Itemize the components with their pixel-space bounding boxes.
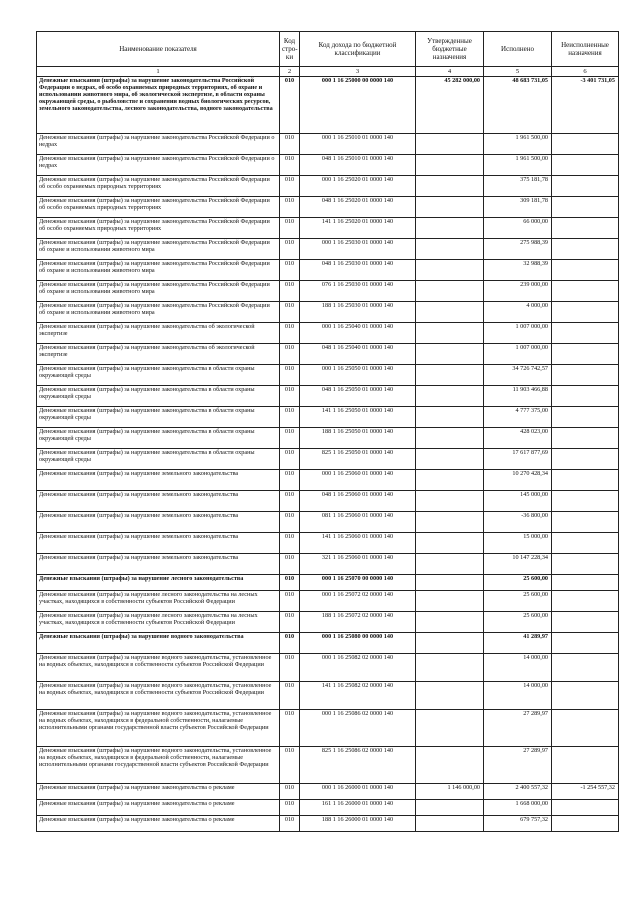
line-code-cell: 010 bbox=[280, 512, 300, 533]
income-code-cell: 048 1 16 25060 01 0000 140 bbox=[300, 491, 416, 512]
approved-amount-cell bbox=[416, 747, 484, 784]
indicator-name-cell: Денежные взыскания (штрафы) за нарушение земельного законодательства bbox=[37, 470, 280, 491]
unexecuted-amount-cell bbox=[552, 470, 619, 491]
approved-amount-cell bbox=[416, 260, 484, 281]
unexecuted-amount-cell bbox=[552, 281, 619, 302]
income-code-cell: 000 1 16 25080 00 0000 140 bbox=[300, 633, 416, 654]
indicator-name-cell: Денежные взыскания (штрафы) за нарушение законодательства в области охраны окружающей среды bbox=[37, 428, 280, 449]
table-row bbox=[37, 533, 619, 554]
income-code-cell: 825 1 16 25086 02 0000 140 bbox=[300, 747, 416, 784]
table-row bbox=[37, 470, 619, 491]
indicator-name-cell: Денежные взыскания (штрафы) за нарушение водного законодательства bbox=[37, 633, 280, 654]
line-code-cell: 010 bbox=[280, 77, 300, 134]
income-code-cell: 000 1 16 25000 00 0000 140 bbox=[300, 77, 416, 134]
executed-amount-cell: 10 270 428,34 bbox=[484, 470, 552, 491]
approved-amount-cell bbox=[416, 344, 484, 365]
indicator-name-cell: Денежные взыскания (штрафы) за нарушение водного законодательства, установленное на водных объектах, находящихся в федеральной собственности, налагаемые исполнительными органами государственной власти субъектов Российской Федерации bbox=[37, 747, 280, 784]
indicator-name-cell: Денежные взыскания (штрафы) за нарушение земельного законодательства bbox=[37, 533, 280, 554]
table-row bbox=[37, 554, 619, 575]
table-row bbox=[37, 239, 619, 260]
table-row bbox=[37, 407, 619, 428]
unexecuted-amount-cell bbox=[552, 260, 619, 281]
indicator-name-cell: Денежные взыскания (штрафы) за нарушение законодательства Российской Федерации о недрах bbox=[37, 134, 280, 155]
revenue-table bbox=[36, 31, 619, 832]
header-line-code: Код стро-ки bbox=[280, 32, 300, 67]
line-code-cell: 010 bbox=[280, 633, 300, 654]
executed-amount-cell: 27 289,97 bbox=[484, 747, 552, 784]
executed-amount-cell: 309 181,78 bbox=[484, 197, 552, 218]
table-row bbox=[37, 260, 619, 281]
table-row bbox=[37, 491, 619, 512]
unexecuted-amount-cell bbox=[552, 612, 619, 633]
table-row bbox=[37, 800, 619, 816]
unexecuted-amount-cell bbox=[552, 554, 619, 575]
income-code-cell: 825 1 16 25050 01 0000 140 bbox=[300, 449, 416, 470]
table-row bbox=[37, 633, 619, 654]
approved-amount-cell: 45 282 000,00 bbox=[416, 77, 484, 134]
approved-amount-cell bbox=[416, 533, 484, 554]
executed-amount-cell: -36 800,00 bbox=[484, 512, 552, 533]
executed-amount-cell: 11 903 466,88 bbox=[484, 386, 552, 407]
income-code-cell: 188 1 16 25030 01 0000 140 bbox=[300, 302, 416, 323]
column-number: 6 bbox=[552, 67, 619, 77]
approved-amount-cell bbox=[416, 575, 484, 591]
unexecuted-amount-cell bbox=[552, 533, 619, 554]
unexecuted-amount-cell bbox=[552, 710, 619, 747]
income-code-cell: 000 1 16 25086 02 0000 140 bbox=[300, 710, 416, 747]
unexecuted-amount-cell bbox=[552, 682, 619, 710]
executed-amount-cell: 1 668 000,00 bbox=[484, 800, 552, 816]
table-row bbox=[37, 323, 619, 344]
indicator-name-cell: Денежные взыскания (штрафы) за нарушение законодательства в области охраны окружающей среды bbox=[37, 407, 280, 428]
line-code-cell: 010 bbox=[280, 239, 300, 260]
line-code-cell: 010 bbox=[280, 302, 300, 323]
line-code-cell: 010 bbox=[280, 800, 300, 816]
table-row bbox=[37, 784, 619, 800]
approved-amount-cell bbox=[416, 512, 484, 533]
table-body bbox=[37, 77, 619, 832]
line-code-cell: 010 bbox=[280, 654, 300, 682]
unexecuted-amount-cell bbox=[552, 302, 619, 323]
unexecuted-amount-cell bbox=[552, 575, 619, 591]
indicator-name-cell: Денежные взыскания (штрафы) за нарушение законодательства об экологической экспертизе bbox=[37, 344, 280, 365]
approved-amount-cell bbox=[416, 323, 484, 344]
indicator-name-cell: Денежные взыскания (штрафы) за нарушение законодательства Российской Федерации об охране и использовании животного мира bbox=[37, 239, 280, 260]
line-code-cell: 010 bbox=[280, 612, 300, 633]
approved-amount-cell: 1 146 000,00 bbox=[416, 784, 484, 800]
executed-amount-cell: 48 683 731,05 bbox=[484, 77, 552, 134]
line-code-cell: 010 bbox=[280, 281, 300, 302]
executed-amount-cell: 2 400 557,32 bbox=[484, 784, 552, 800]
header-executed: Исполнено bbox=[484, 32, 552, 67]
executed-amount-cell: 27 289,97 bbox=[484, 710, 552, 747]
approved-amount-cell bbox=[416, 134, 484, 155]
table-row bbox=[37, 77, 619, 134]
indicator-name-cell: Денежные взыскания (штрафы) за нарушение лесного законодательства на лесных участках, находящихся в собственности субъектов Российской Федерации bbox=[37, 612, 280, 633]
indicator-name-cell: Денежные взыскания (штрафы) за нарушение законодательства в области охраны окружающей среды bbox=[37, 449, 280, 470]
approved-amount-cell bbox=[416, 491, 484, 512]
line-code-cell: 010 bbox=[280, 491, 300, 512]
unexecuted-amount-cell bbox=[552, 344, 619, 365]
line-code-cell: 010 bbox=[280, 134, 300, 155]
executed-amount-cell: 679 757,32 bbox=[484, 816, 552, 832]
approved-amount-cell bbox=[416, 239, 484, 260]
line-code-cell: 010 bbox=[280, 575, 300, 591]
line-code-cell: 010 bbox=[280, 816, 300, 832]
line-code-cell: 010 bbox=[280, 386, 300, 407]
table-row bbox=[37, 176, 619, 197]
line-code-cell: 010 bbox=[280, 365, 300, 386]
executed-amount-cell: 1 961 500,00 bbox=[484, 155, 552, 176]
executed-amount-cell: 14 000,00 bbox=[484, 654, 552, 682]
income-code-cell: 188 1 16 26000 01 0000 140 bbox=[300, 816, 416, 832]
executed-amount-cell: 239 000,00 bbox=[484, 281, 552, 302]
executed-amount-cell: 10 147 228,34 bbox=[484, 554, 552, 575]
executed-amount-cell: 1 961 500,00 bbox=[484, 134, 552, 155]
indicator-name-cell: Денежные взыскания (штрафы) за нарушение законодательства об экологической экспертизе bbox=[37, 323, 280, 344]
table-row bbox=[37, 682, 619, 710]
executed-amount-cell: 15 000,00 bbox=[484, 533, 552, 554]
approved-amount-cell bbox=[416, 591, 484, 612]
income-code-cell: 000 1 16 25010 01 0000 140 bbox=[300, 134, 416, 155]
header-income-code: Код дохода по бюджетной классификации bbox=[300, 32, 416, 67]
table-row bbox=[37, 344, 619, 365]
income-code-cell: 000 1 16 25030 01 0000 140 bbox=[300, 239, 416, 260]
approved-amount-cell bbox=[416, 612, 484, 633]
approved-amount-cell bbox=[416, 218, 484, 239]
line-code-cell: 010 bbox=[280, 176, 300, 197]
indicator-name-cell: Денежные взыскания (штрафы) за нарушение законодательства Российской Федерации об охране и использовании животного мира bbox=[37, 260, 280, 281]
approved-amount-cell bbox=[416, 682, 484, 710]
approved-amount-cell bbox=[416, 197, 484, 218]
income-code-cell: 141 1 16 25082 02 0000 140 bbox=[300, 682, 416, 710]
unexecuted-amount-cell bbox=[552, 800, 619, 816]
income-code-cell: 000 1 16 25040 01 0000 140 bbox=[300, 323, 416, 344]
indicator-name-cell: Денежные взыскания (штрафы) за нарушение законодательства в области охраны окружающей среды bbox=[37, 386, 280, 407]
table-row bbox=[37, 575, 619, 591]
income-code-cell: 161 1 16 26000 01 0000 140 bbox=[300, 800, 416, 816]
income-code-cell: 048 1 16 25040 01 0000 140 bbox=[300, 344, 416, 365]
indicator-name-cell: Денежные взыскания (штрафы) за нарушение законодательства Российской Федерации о недрах, об особо охраняемых природных территориях, об охране и использовании животного мира, об экологической экспертизе, в области охраны окружающей среды, о рыболовстве и сохранении водных биологических ресурсов, земельного законодательства, лесного законодательства, водного законодательства bbox=[37, 77, 280, 134]
table-row bbox=[37, 612, 619, 633]
line-code-cell: 010 bbox=[280, 533, 300, 554]
income-code-cell: 000 1 16 25020 01 0000 140 bbox=[300, 176, 416, 197]
approved-amount-cell bbox=[416, 176, 484, 197]
approved-amount-cell bbox=[416, 281, 484, 302]
table-row bbox=[37, 197, 619, 218]
executed-amount-cell: 25 600,00 bbox=[484, 612, 552, 633]
table-row bbox=[37, 449, 619, 470]
column-number: 2 bbox=[280, 67, 300, 77]
income-code-cell: 000 1 16 25050 01 0000 140 bbox=[300, 365, 416, 386]
approved-amount-cell bbox=[416, 816, 484, 832]
header-approved: Утвержденные бюджетные назначения bbox=[416, 32, 484, 67]
unexecuted-amount-cell bbox=[552, 633, 619, 654]
indicator-name-cell: Денежные взыскания (штрафы) за нарушение лесного законодательства bbox=[37, 575, 280, 591]
executed-amount-cell: 17 617 877,69 bbox=[484, 449, 552, 470]
approved-amount-cell bbox=[416, 155, 484, 176]
column-number: 3 bbox=[300, 67, 416, 77]
line-code-cell: 010 bbox=[280, 710, 300, 747]
line-code-cell: 010 bbox=[280, 591, 300, 612]
line-code-cell: 010 bbox=[280, 470, 300, 491]
line-code-cell: 010 bbox=[280, 428, 300, 449]
indicator-name-cell: Денежные взыскания (штрафы) за нарушение лесного законодательства на лесных участках, находящихся в собственности субъектов Российской Федерации bbox=[37, 591, 280, 612]
line-code-cell: 010 bbox=[280, 682, 300, 710]
approved-amount-cell bbox=[416, 470, 484, 491]
indicator-name-cell: Денежные взыскания (штрафы) за нарушение земельного законодательства bbox=[37, 554, 280, 575]
unexecuted-amount-cell bbox=[552, 428, 619, 449]
income-code-cell: 000 1 16 25070 00 0000 140 bbox=[300, 575, 416, 591]
line-code-cell: 010 bbox=[280, 197, 300, 218]
report-sheet bbox=[36, 31, 618, 832]
line-code-cell: 010 bbox=[280, 323, 300, 344]
line-code-cell: 010 bbox=[280, 449, 300, 470]
table-row bbox=[37, 512, 619, 533]
income-code-cell: 141 1 16 25050 01 0000 140 bbox=[300, 407, 416, 428]
executed-amount-cell: 41 289,97 bbox=[484, 633, 552, 654]
income-code-cell: 141 1 16 25060 01 0000 140 bbox=[300, 533, 416, 554]
income-code-cell: 000 1 16 25060 01 0000 140 bbox=[300, 470, 416, 491]
executed-amount-cell: 375 181,78 bbox=[484, 176, 552, 197]
indicator-name-cell: Денежные взыскания (штрафы) за нарушение законодательства в области охраны окружающей среды bbox=[37, 365, 280, 386]
approved-amount-cell bbox=[416, 554, 484, 575]
table-row bbox=[37, 302, 619, 323]
executed-amount-cell: 25 600,00 bbox=[484, 575, 552, 591]
unexecuted-amount-cell bbox=[552, 407, 619, 428]
line-code-cell: 010 bbox=[280, 155, 300, 176]
table-row bbox=[37, 365, 619, 386]
executed-amount-cell: 32 988,39 bbox=[484, 260, 552, 281]
income-code-cell: 048 1 16 25030 01 0000 140 bbox=[300, 260, 416, 281]
unexecuted-amount-cell bbox=[552, 816, 619, 832]
indicator-name-cell: Денежные взыскания (штрафы) за нарушение законодательства Российской Федерации об особо охраняемых природных территориях bbox=[37, 197, 280, 218]
line-code-cell: 010 bbox=[280, 554, 300, 575]
unexecuted-amount-cell bbox=[552, 747, 619, 784]
line-code-cell: 010 bbox=[280, 407, 300, 428]
table-row bbox=[37, 281, 619, 302]
approved-amount-cell bbox=[416, 302, 484, 323]
unexecuted-amount-cell bbox=[552, 591, 619, 612]
executed-amount-cell: 275 988,39 bbox=[484, 239, 552, 260]
table-row bbox=[37, 134, 619, 155]
table-row bbox=[37, 218, 619, 239]
header-indicator-name: Наименование показателя bbox=[37, 32, 280, 67]
approved-amount-cell bbox=[416, 365, 484, 386]
table-row bbox=[37, 747, 619, 784]
column-number: 5 bbox=[484, 67, 552, 77]
income-code-cell: 076 1 16 25030 01 0000 140 bbox=[300, 281, 416, 302]
executed-amount-cell: 428 023,00 bbox=[484, 428, 552, 449]
executed-amount-cell: 66 000,00 bbox=[484, 218, 552, 239]
income-code-cell: 188 1 16 25050 01 0000 140 bbox=[300, 428, 416, 449]
unexecuted-amount-cell bbox=[552, 134, 619, 155]
indicator-name-cell: Денежные взыскания (штрафы) за нарушение водного законодательства, установленное на водных объектах, находящихся в собственности субъектов Российской Федерации bbox=[37, 654, 280, 682]
header-unexecuted: Неисполненные назначения bbox=[552, 32, 619, 67]
indicator-name-cell: Денежные взыскания (штрафы) за нарушение законодательства о рекламе bbox=[37, 784, 280, 800]
income-code-cell: 048 1 16 25050 01 0000 140 bbox=[300, 386, 416, 407]
table-row bbox=[37, 428, 619, 449]
unexecuted-amount-cell bbox=[552, 386, 619, 407]
table-row bbox=[37, 386, 619, 407]
unexecuted-amount-cell: -1 254 557,32 bbox=[552, 784, 619, 800]
indicator-name-cell: Денежные взыскания (штрафы) за нарушение законодательства Российской Федерации об особо охраняемых природных территориях bbox=[37, 218, 280, 239]
indicator-name-cell: Денежные взыскания (штрафы) за нарушение законодательства Российской Федерации об особо охраняемых природных территориях bbox=[37, 176, 280, 197]
unexecuted-amount-cell bbox=[552, 218, 619, 239]
income-code-cell: 081 1 16 25060 01 0000 140 bbox=[300, 512, 416, 533]
approved-amount-cell bbox=[416, 428, 484, 449]
indicator-name-cell: Денежные взыскания (штрафы) за нарушение законодательства Российской Федерации о недрах bbox=[37, 155, 280, 176]
executed-amount-cell: 1 007 000,00 bbox=[484, 323, 552, 344]
table-header bbox=[37, 32, 619, 67]
line-code-cell: 010 bbox=[280, 747, 300, 784]
unexecuted-amount-cell bbox=[552, 155, 619, 176]
approved-amount-cell bbox=[416, 654, 484, 682]
approved-amount-cell bbox=[416, 710, 484, 747]
approved-amount-cell bbox=[416, 407, 484, 428]
unexecuted-amount-cell bbox=[552, 449, 619, 470]
indicator-name-cell: Денежные взыскания (штрафы) за нарушение законодательства Российской Федерации об охране и использовании животного мира bbox=[37, 281, 280, 302]
executed-amount-cell: 4 000,00 bbox=[484, 302, 552, 323]
unexecuted-amount-cell bbox=[552, 239, 619, 260]
line-code-cell: 010 bbox=[280, 784, 300, 800]
approved-amount-cell bbox=[416, 633, 484, 654]
line-code-cell: 010 bbox=[280, 260, 300, 281]
income-code-cell: 000 1 16 25072 02 0000 140 bbox=[300, 591, 416, 612]
indicator-name-cell: Денежные взыскания (штрафы) за нарушение земельного законодательства bbox=[37, 512, 280, 533]
indicator-name-cell: Денежные взыскания (штрафы) за нарушение водного законодательства, установленное на водных объектах, находящихся в собственности субъектов Российской Федерации bbox=[37, 682, 280, 710]
income-code-cell: 048 1 16 25020 01 0000 140 bbox=[300, 197, 416, 218]
table-row bbox=[37, 155, 619, 176]
income-code-cell: 321 1 16 25060 01 0000 140 bbox=[300, 554, 416, 575]
indicator-name-cell: Денежные взыскания (штрафы) за нарушение водного законодательства, установленное на водных объектах, находящихся в федеральной собственности, налагаемые исполнительными органами государственной власти субъектов Российской Федерации bbox=[37, 710, 280, 747]
unexecuted-amount-cell bbox=[552, 197, 619, 218]
indicator-name-cell: Денежные взыскания (штрафы) за нарушение законодательства о рекламе bbox=[37, 800, 280, 816]
unexecuted-amount-cell bbox=[552, 365, 619, 386]
income-code-cell: 141 1 16 25020 01 0000 140 bbox=[300, 218, 416, 239]
table-row bbox=[37, 816, 619, 832]
executed-amount-cell: 14 000,00 bbox=[484, 682, 552, 710]
executed-amount-cell: 34 726 742,57 bbox=[484, 365, 552, 386]
income-code-cell: 188 1 16 25072 02 0000 140 bbox=[300, 612, 416, 633]
table-row bbox=[37, 710, 619, 747]
indicator-name-cell: Денежные взыскания (штрафы) за нарушение законодательства Российской Федерации об охране и использовании животного мира bbox=[37, 302, 280, 323]
indicator-name-cell: Денежные взыскания (штрафы) за нарушение земельного законодательства bbox=[37, 491, 280, 512]
indicator-name-cell: Денежные взыскания (штрафы) за нарушение законодательства о рекламе bbox=[37, 816, 280, 832]
unexecuted-amount-cell: -3 401 731,05 bbox=[552, 77, 619, 134]
approved-amount-cell bbox=[416, 800, 484, 816]
executed-amount-cell: 1 007 000,00 bbox=[484, 344, 552, 365]
unexecuted-amount-cell bbox=[552, 654, 619, 682]
unexecuted-amount-cell bbox=[552, 323, 619, 344]
line-code-cell: 010 bbox=[280, 218, 300, 239]
table-row bbox=[37, 591, 619, 612]
column-number: 4 bbox=[416, 67, 484, 77]
executed-amount-cell: 4 777 375,00 bbox=[484, 407, 552, 428]
column-number: 1 bbox=[37, 67, 280, 77]
line-code-cell: 010 bbox=[280, 344, 300, 365]
income-code-cell: 000 1 16 26000 01 0000 140 bbox=[300, 784, 416, 800]
executed-amount-cell: 25 600,00 bbox=[484, 591, 552, 612]
income-code-cell: 000 1 16 25082 02 0000 140 bbox=[300, 654, 416, 682]
approved-amount-cell bbox=[416, 386, 484, 407]
unexecuted-amount-cell bbox=[552, 176, 619, 197]
unexecuted-amount-cell bbox=[552, 512, 619, 533]
approved-amount-cell bbox=[416, 449, 484, 470]
table-row bbox=[37, 654, 619, 682]
column-number-row bbox=[37, 67, 619, 77]
income-code-cell: 048 1 16 25010 01 0000 140 bbox=[300, 155, 416, 176]
executed-amount-cell: 145 000,00 bbox=[484, 491, 552, 512]
unexecuted-amount-cell bbox=[552, 491, 619, 512]
